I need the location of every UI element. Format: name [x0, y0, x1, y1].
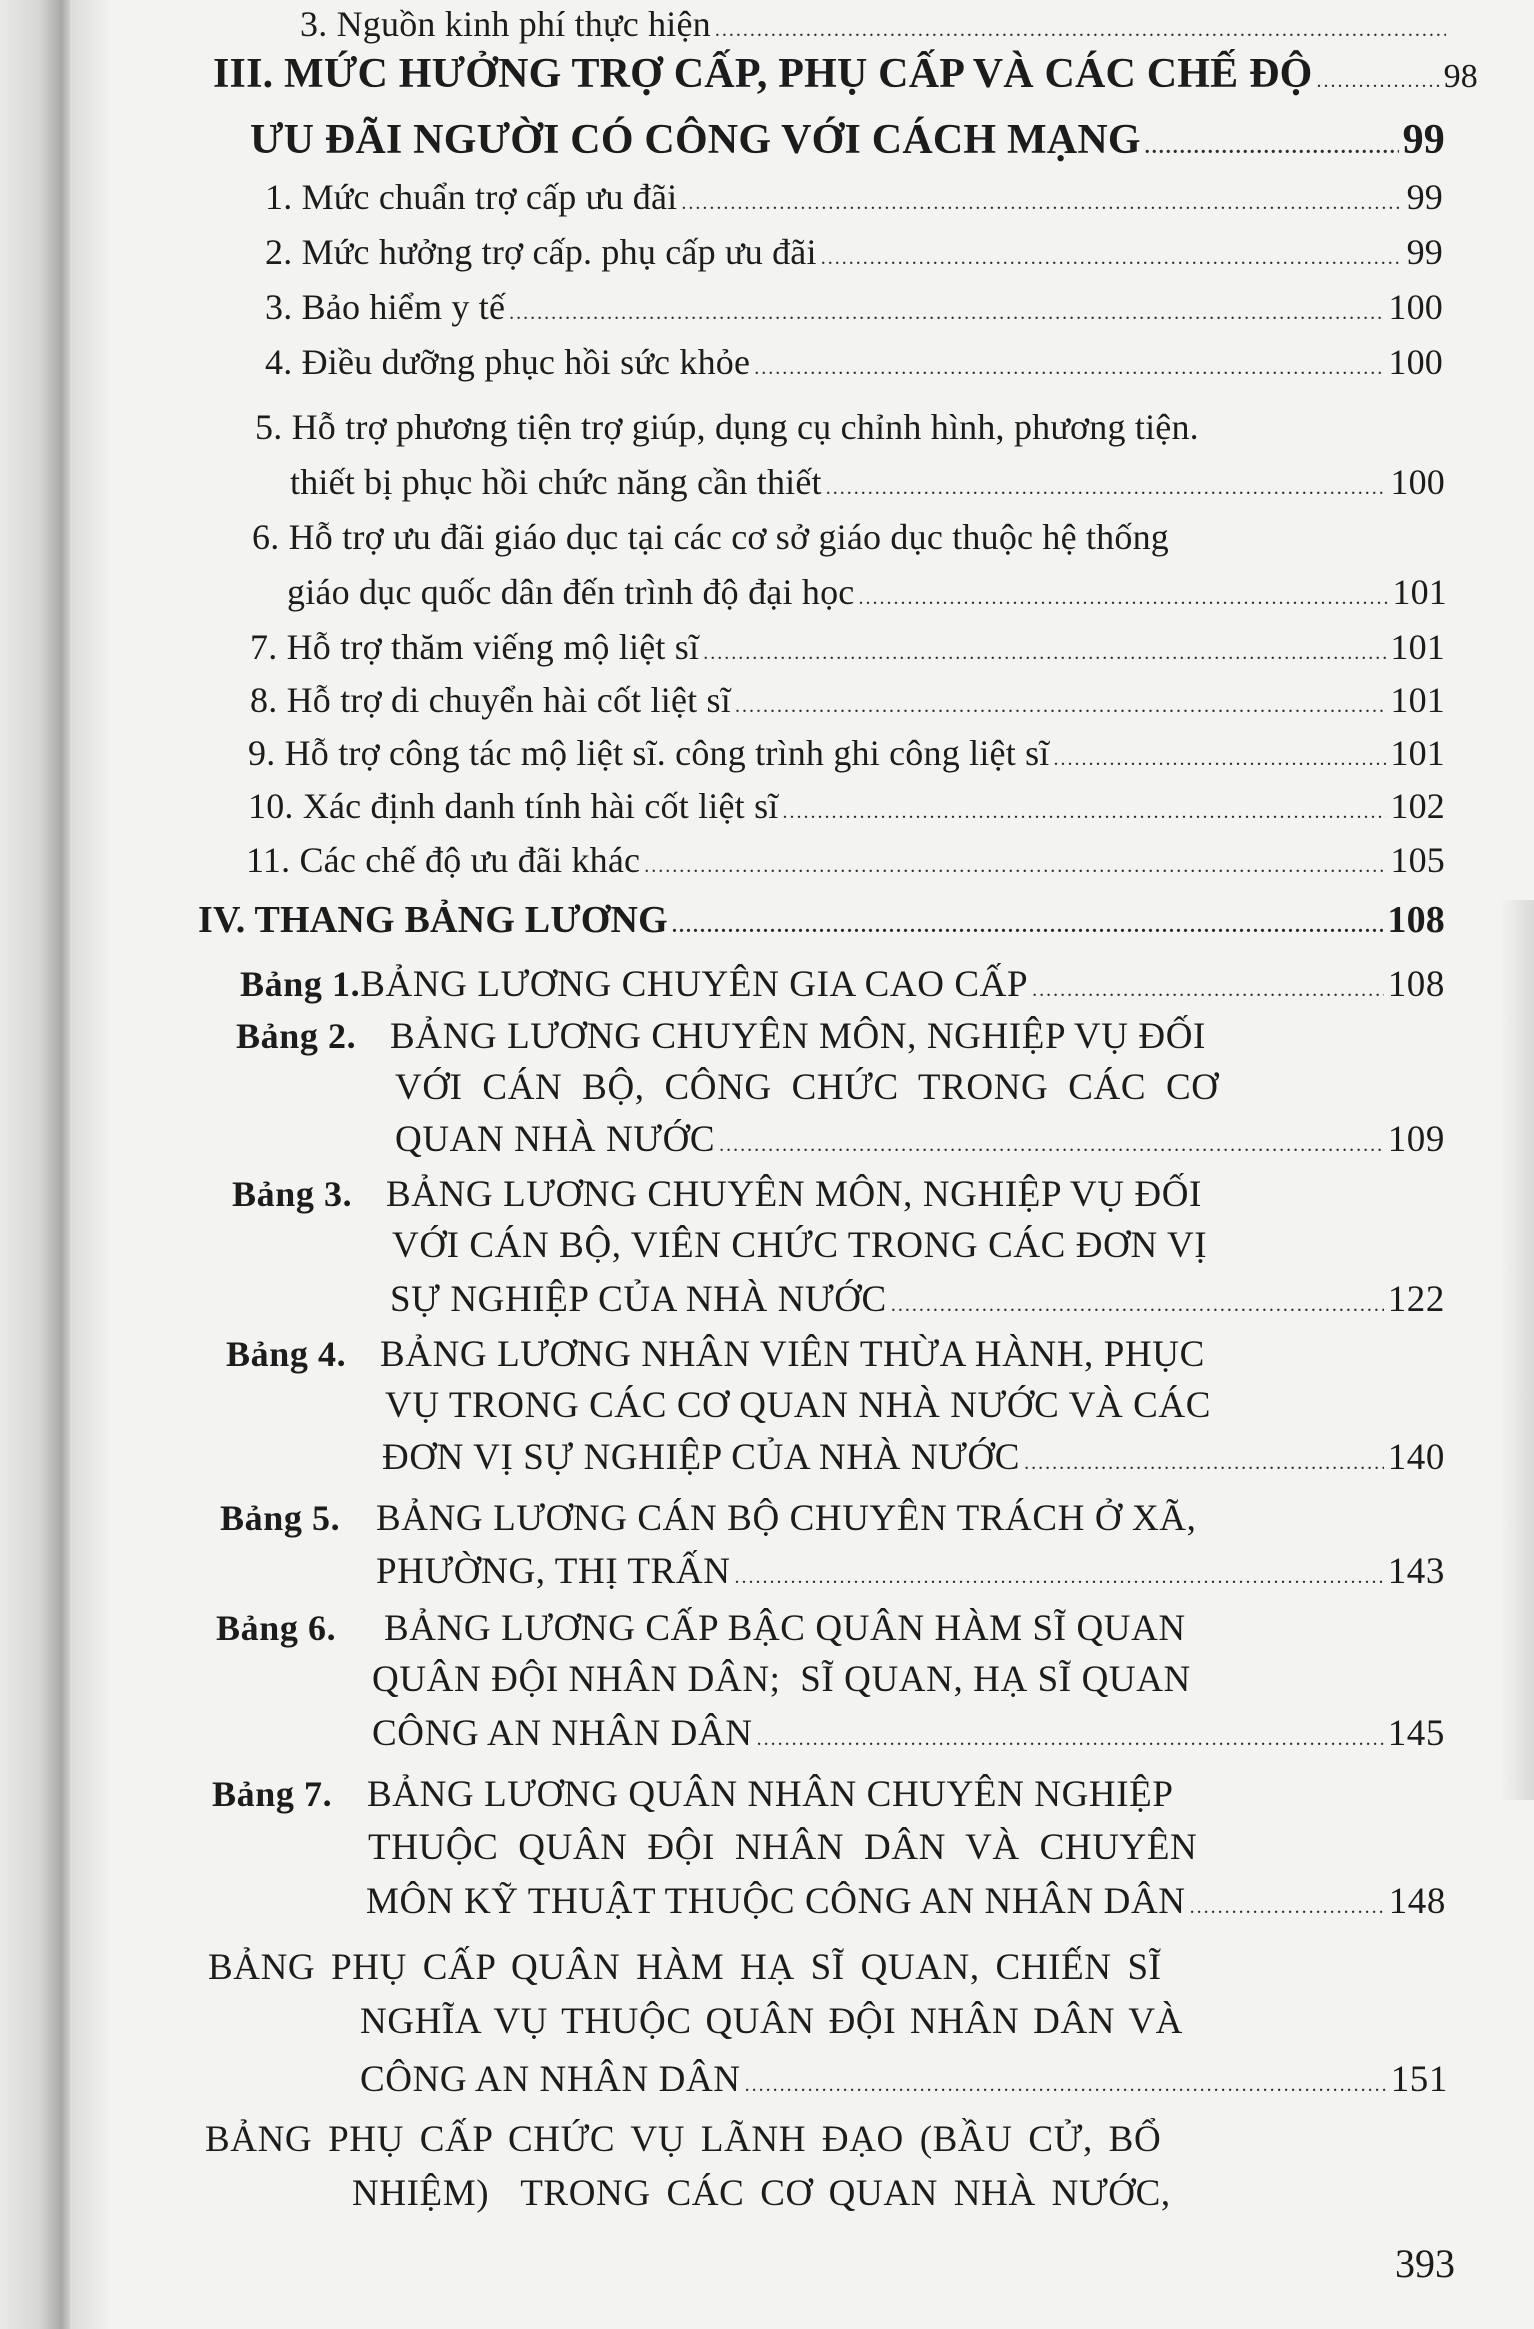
table-entry: [360, 2058, 1448, 2107]
leader-dots: [1024, 1441, 1384, 1485]
page-ref: 102: [1390, 786, 1445, 826]
page-ref: 101: [1392, 572, 1447, 612]
leader-dots: [757, 1717, 1384, 1761]
page-ref: 101: [1390, 680, 1445, 720]
page-ref: 99: [1402, 117, 1445, 163]
section-heading-iv: [198, 898, 1445, 948]
table-entry: [395, 1118, 1445, 1167]
table-title: BẢNG PHỤ CẤP CHỨC VỤ LÃNH ĐẠO (BẦU CỬ, BỔ: [205, 2119, 1162, 2160]
toc-entry: [265, 175, 1443, 225]
table-title: BẢNG LƯƠNG CHUYÊN GIA CAO CẤP: [360, 964, 1029, 1005]
table-title: MÔN KỸ THUẬT THUỘC CÔNG AN NHÂN DÂN: [366, 1881, 1186, 1922]
table-entry-line: [395, 1066, 1445, 1110]
table-label: Bảng 3.: [232, 1174, 353, 1214]
table-title: BẢNG LƯƠNG CHUYÊN MÔN, NGHIỆP VỤ ĐỐI: [390, 1016, 1206, 1057]
leader-dots: [754, 346, 1384, 390]
leader-dots: [1145, 125, 1399, 169]
table-entry-line: [226, 1332, 1446, 1377]
page-ref: 100: [1388, 287, 1443, 327]
toc-entry: [265, 285, 1443, 335]
table-label: Bảng 6.: [216, 1608, 337, 1648]
page-ref: 151: [1390, 2059, 1448, 2100]
table-entry: [376, 1550, 1445, 1599]
toc-entry: [265, 340, 1443, 390]
leader-dots: [821, 236, 1403, 280]
toc-entry-text: 3. Bảo hiểm y tế: [265, 287, 506, 327]
leader-dots: [1190, 1885, 1385, 1929]
toc-entry-line: [255, 405, 1445, 449]
table-entry-line: [368, 1826, 1446, 1870]
table-entry: [366, 1880, 1446, 1929]
section-heading-iii-line2: [250, 118, 1445, 169]
toc-entry: [250, 678, 1445, 728]
leader-dots: [858, 576, 1388, 620]
table-title: ĐƠN VỊ SỰ NGHIỆP CỦA NHÀ NƯỚC: [382, 1437, 1021, 1478]
page-ref: 100: [1390, 462, 1445, 502]
leader-dots: [672, 904, 1383, 948]
leader-dots: [703, 631, 1386, 675]
table-title: VỚI CÁN BỘ, VIÊN CHỨC TRONG CÁC ĐƠN VỊ: [392, 1225, 1208, 1266]
table-entry-line: [392, 1224, 1446, 1268]
table-entry: [390, 1278, 1445, 1327]
table-entry-line: [205, 2118, 1445, 2162]
page-ref: 105: [1390, 840, 1445, 880]
table-title: BẢNG LƯƠNG CẤP BẬC QUÂN HÀM SĨ QUAN: [384, 1608, 1186, 1649]
toc-entry-text: 6. Hỗ trợ ưu đãi giáo dục tại các cơ sở giáo dục thuộc hệ thống: [252, 517, 1169, 557]
toc-entry: [290, 460, 1445, 510]
leader-dots: [719, 1123, 1384, 1167]
table-entry: [240, 962, 1445, 1012]
table-title: THUỘC QUÂN ĐỘI NHÂN DÂN VÀ CHUYÊN: [368, 1827, 1198, 1868]
table-title: PHƯỜNG, THỊ TRẤN: [376, 1551, 731, 1592]
page-ref: 143: [1387, 1551, 1445, 1592]
toc-entry: [248, 731, 1445, 781]
toc-entry-text: 10. Xác định danh tính hài cốt liệt sĩ: [248, 786, 779, 826]
section-heading-text: III. MỨC HƯỞNG TRỢ CẤP, PHỤ CẤP VÀ CÁC CHẾ ĐỘ: [213, 51, 1313, 97]
table-label: Bảng 7.: [212, 1774, 333, 1814]
page-ref: 100: [1388, 342, 1443, 382]
table-title: NGHĨA VỤ THUỘC QUÂN ĐỘI NHÂN DÂN VÀ: [360, 2001, 1183, 2042]
leader-dots: [735, 684, 1386, 728]
table-title: BẢNG LƯƠNG CHUYÊN MÔN, NGHIỆP VỤ ĐỐI: [386, 1174, 1202, 1215]
table-entry-line: [352, 2172, 1442, 2216]
toc-entry: [246, 838, 1445, 888]
leader-dots: [735, 1555, 1384, 1599]
table-entry-line: [220, 1496, 1445, 1541]
table-title: BẢNG PHỤ CẤP QUÂN HÀM HẠ SĨ QUAN, CHIẾN SĨ: [208, 1947, 1162, 1988]
toc-entry: [248, 784, 1445, 834]
table-entry-line: [372, 1658, 1445, 1702]
leader-dots: [891, 1283, 1384, 1327]
table-title: BẢNG LƯƠNG QUÂN NHÂN CHUYÊN NGHIỆP: [367, 1774, 1174, 1815]
page-number: 393: [1395, 2241, 1455, 2286]
toc-entry: [287, 570, 1447, 620]
page-ref: 122: [1387, 1279, 1445, 1320]
page-ref: 108: [1387, 964, 1445, 1005]
table-title: QUÂN ĐỘI NHÂN DÂN; SĨ QUAN, HẠ SĨ QUAN: [372, 1659, 1191, 1700]
table-entry: [382, 1436, 1445, 1485]
page-edge-shadow: [1500, 900, 1534, 1800]
toc-entry-text: 5. Hỗ trợ phương tiện trợ giúp, dụng cụ chỉnh hình, phương tiện.: [255, 407, 1199, 447]
table-title: NHIỆM) TRONG CÁC CƠ QUAN NHÀ NƯỚC,: [352, 2173, 1171, 2214]
page-ref: 140: [1387, 1437, 1445, 1478]
table-title: VỚI CÁN BỘ, CÔNG CHỨC TRONG CÁC CƠ: [395, 1067, 1219, 1108]
table-label: Bảng 4.: [226, 1334, 347, 1374]
table-title: CÔNG AN NHÂN DÂN: [360, 2059, 741, 2100]
toc-entry-text: 9. Hỗ trợ công tác mộ liệt sĩ. công trình ghi công liệt sĩ: [248, 733, 1050, 773]
table-entry-line: [216, 1606, 1446, 1651]
page-ref: 109: [1387, 1119, 1445, 1160]
section-heading-text: ƯU ĐÃI NGƯỜI CÓ CÔNG VỚI CÁCH MẠNG: [250, 117, 1141, 163]
table-entry-line: [236, 1014, 1446, 1059]
toc-entry-text: 8. Hỗ trợ di chuyển hài cốt liệt sĩ: [250, 680, 731, 720]
table-title: QUAN NHÀ NƯỚC: [395, 1119, 716, 1160]
toc-entry-text: 2. Mức hưởng trợ cấp. phụ cấp ưu đãi: [265, 232, 817, 272]
toc-entry-text: giáo dục quốc dân đến trình độ đại học: [287, 572, 855, 612]
table-entry-line: [232, 1172, 1446, 1217]
leader-dots: [644, 844, 1386, 888]
table-title: SỰ NGHIỆP CỦA NHÀ NƯỚC: [390, 1279, 887, 1320]
table-entry-line: [208, 1946, 1448, 1990]
leader-dots: [715, 8, 1446, 52]
toc-entry-text: 3. Nguồn kinh phí thực hiện: [300, 4, 711, 44]
table-label: Bảng 2.: [236, 1016, 357, 1056]
leader-dots: [681, 181, 1402, 225]
leader-dots: [509, 291, 1384, 335]
table-entry: [372, 1712, 1445, 1761]
toc-entry-text: 4. Điều dưỡng phục hồi sức khỏe: [265, 342, 751, 382]
page-ref: 101: [1390, 733, 1445, 773]
table-entry-line: [360, 2000, 1448, 2044]
table-title: BẢNG LƯƠNG NHÂN VIÊN THỪA HÀNH, PHỤC: [380, 1334, 1205, 1375]
toc-entry: [300, 2, 1450, 52]
section-heading-text: IV. THANG BẢNG LƯƠNG: [198, 899, 668, 941]
book-gutter-shadow: [0, 0, 70, 2329]
section-heading-iii-line1: [213, 52, 1478, 103]
table-entry-line: [212, 1772, 1446, 1817]
toc-entry-text: thiết bị phục hồi chức năng cần thiết: [290, 462, 822, 502]
table-label: Bảng 5.: [220, 1498, 341, 1538]
toc-entry-text: 7. Hỗ trợ thăm viếng mộ liệt sĩ: [250, 627, 700, 667]
toc-entry: [265, 230, 1443, 280]
toc-entry-line: [252, 515, 1447, 559]
leader-dots: [1316, 59, 1439, 103]
page-ref: 101: [1390, 627, 1445, 667]
toc-entry-text: 1. Mức chuẩn trợ cấp ưu đãi: [265, 177, 678, 217]
page-ref: 108: [1387, 899, 1445, 941]
page-ref: 99: [1406, 177, 1443, 217]
page-ref: 145: [1387, 1713, 1445, 1754]
page-ref: 98: [1443, 58, 1478, 95]
table-entry-line: [385, 1384, 1445, 1428]
table-title: BẢNG LƯƠNG CÁN BỘ CHUYÊN TRÁCH Ở XÃ,: [376, 1498, 1197, 1539]
leader-dots: [826, 466, 1387, 510]
page-ref: 99: [1406, 232, 1443, 272]
toc-entry: [250, 625, 1445, 675]
table-title: VỤ TRONG CÁC CƠ QUAN NHÀ NƯỚC VÀ CÁC: [385, 1385, 1212, 1426]
book-gutter-highlight: [70, 0, 110, 2329]
leader-dots: [745, 2063, 1387, 2107]
page-ref: 148: [1388, 1881, 1446, 1922]
toc-entry-text: 11. Các chế độ ưu đãi khác: [246, 840, 641, 880]
table-label: Bảng 1.: [240, 964, 361, 1004]
leader-dots: [783, 790, 1387, 834]
leader-dots: [1054, 737, 1387, 781]
table-title: CÔNG AN NHÂN DÂN: [372, 1713, 753, 1754]
leader-dots: [1032, 968, 1384, 1012]
